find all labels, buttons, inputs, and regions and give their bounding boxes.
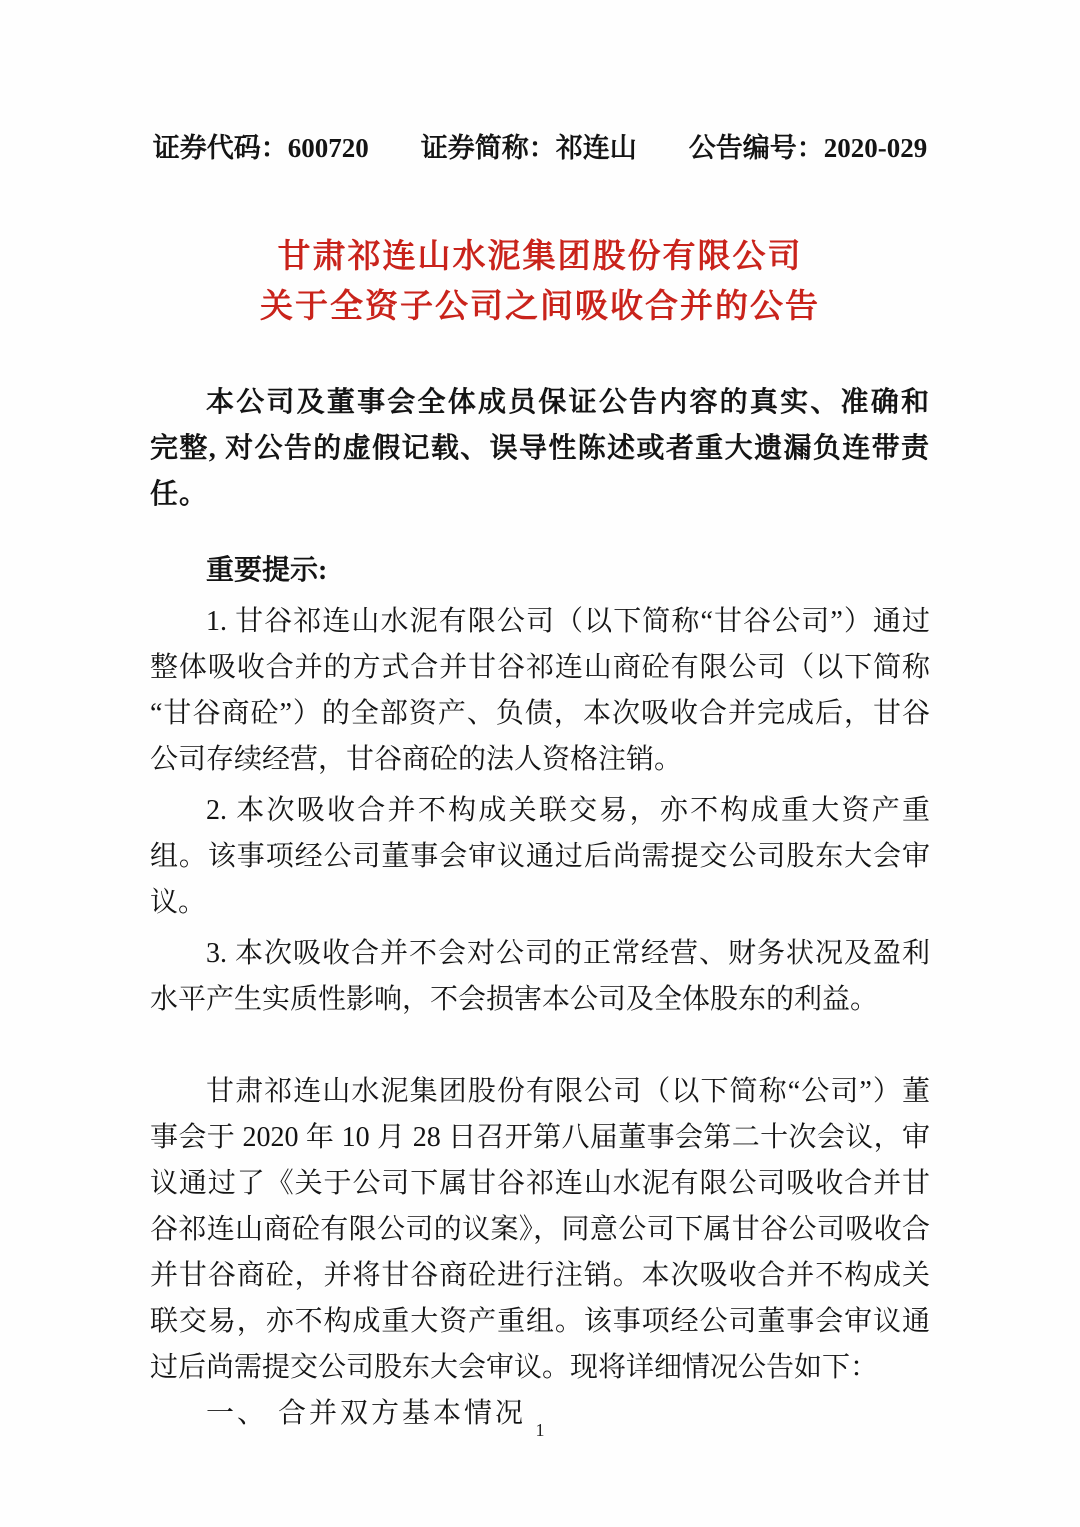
section-heading-merger-parties: 一、 合并双方基本情况 [206, 1398, 527, 1429]
page-number: 1 [535, 1420, 545, 1440]
announcement-title [150, 232, 930, 332]
important-notice-heading: 重要提示: [206, 555, 328, 586]
announcement-number: 公告编号：2020-029 [688, 133, 928, 163]
stock-code: 证券代码：600720 [152, 133, 369, 163]
notice-item-2: 2. 本次吸收合并不构成关联交易，亦不构成重大资产重组。该事项经公司董事会审议通过后尚需提交公司股东大会审议。 [150, 795, 930, 918]
notice-item-1: 1. 甘谷祁连山水泥有限公司（以下简称“甘谷公司”）通过整体吸收合并的方式合并甘谷祁连山商砼有限公司（以下简称“甘谷商砼”）的全部资产、负债，本次吸收合并完成后，甘谷公司存续经营，甘谷商砼的法人资格注销。 [150, 606, 930, 775]
stock-info-line [150, 130, 930, 166]
notice-item-3: 3. 本次吸收合并不会对公司的正常经营、财务状况及盈利水平产生实质性影响，不会损害本公司及全体股东的利益。 [150, 938, 930, 1015]
stock-abbreviation: 证券简称：祁连山 [420, 133, 637, 163]
company-name-title-line: 甘肃祁连山水泥集团股份有限公司 [277, 239, 803, 275]
board-declaration: 本公司及董事会全体成员保证公告内容的真实、准确和完整, 对公告的虚假记载、误导性陈述或者重大遗漏负连带责任。 [150, 387, 930, 510]
body-paragraph: 甘肃祁连山水泥集团股份有限公司（以下简称“公司”）董事会于 2020 年 10 月 28 日召开第八届董事会第二十次会议，审议通过了《关于公司下属甘谷祁连山水泥有限公司吸收合并甘谷祁连山商砼有限公司的议案》，同意公司下属甘谷公司吸收合并甘谷商砼，并将甘谷商砼进行注销。本次吸收合并不构成关联交易，亦不构成重大资产重组。该事项经公司董事会审议通过后尚需提交公司股东大会审议。现将详细情况公告如下： [150, 1076, 930, 1383]
announcement-subject-title-line: 关于全资子公司之间吸收合并的公告 [260, 289, 820, 325]
